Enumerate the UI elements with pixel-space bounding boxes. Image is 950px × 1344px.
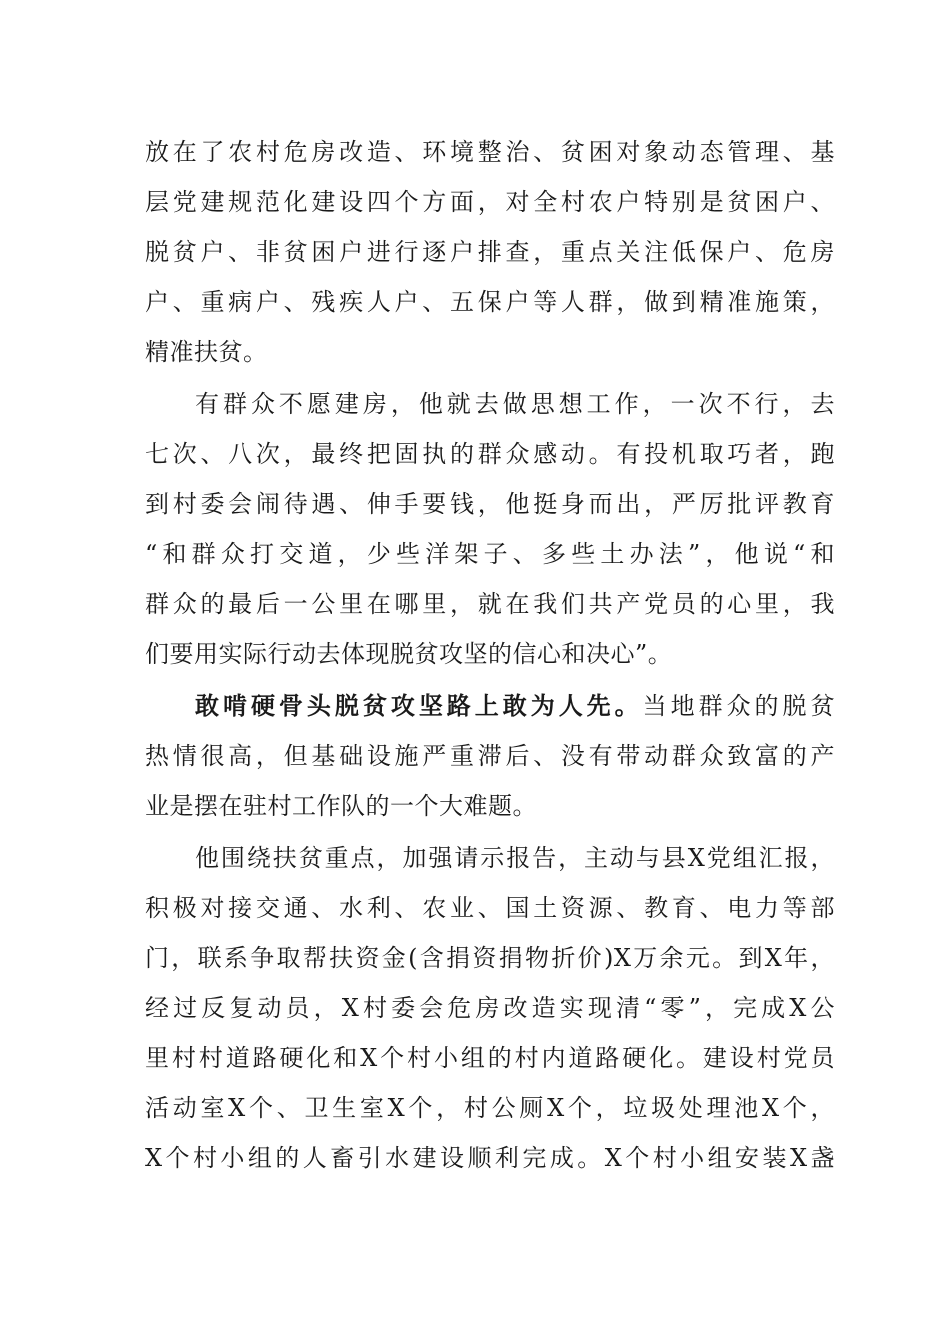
paragraph-2-line-4: “和群众打交道，少些洋架子、多些土办法”，他说“和 (145, 540, 835, 568)
paragraph-2-line-1: 有群众不愿建房，他就去做思想工作，一次不行，去 (195, 390, 835, 418)
paragraph-3-line-2: 热情很高，但基础设施严重滞后、没有带动群众致富的产 (145, 742, 835, 770)
paragraph-4-line-5: 里村村道路硬化和X个村小组的村内道路硬化。建设村党员 (145, 1044, 835, 1072)
paragraph-4-line-2: 积极对接交通、水利、农业、国土资源、教育、电力等部 (145, 894, 835, 922)
paragraph-2-line-6: 们要用实际行动去体现脱贫攻坚的信心和决心”。 (145, 640, 673, 668)
paragraph-4-line-1: 他围绕扶贫重点，加强请示报告，主动与县X党组汇报， (195, 844, 835, 872)
paragraph-4-line-4: 经过反复动员，X村委会危房改造实现清“零”，完成X公 (145, 994, 835, 1022)
paragraph-1-line-2: 层党建规范化建设四个方面，对全村农户特别是贫困户、 (145, 188, 835, 216)
paragraph-4-line-3: 门，联系争取帮扶资金(含捐资捐物折价)X万余元。到X年， (145, 944, 835, 972)
paragraph-4-line-7: X个村小组的人畜引水建设顺利完成。X个村小组安装X盏 (145, 1144, 835, 1172)
paragraph-3-lead-rest: 当地群众的脱贫 (642, 692, 836, 720)
paragraph-2-line-3: 到村委会闹待遇、伸手要钱，他挺身而出，严厉批评教育 (145, 490, 835, 518)
paragraph-3-bold-lead: 敢啃硬骨头脱贫攻坚路上敢为人先。 (195, 691, 643, 720)
paragraph-3-line-3: 业是摆在驻村工作队的一个大难题。 (145, 792, 537, 820)
paragraph-2-line-2: 七次、八次，最终把固执的群众感动。有投机取巧者，跑 (145, 440, 835, 468)
paragraph-1-line-5: 精准扶贫。 (145, 338, 268, 366)
paragraph-1-line-3: 脱贫户、非贫困户进行逐户排查，重点关注低保户、危房 (145, 238, 835, 266)
paragraph-1-line-4: 户、重病户、残疾人户、五保户等人群，做到精准施策， (145, 288, 835, 316)
paragraph-4-line-6: 活动室X个、卫生室X个，村公厕X个，垃圾处理池X个， (145, 1094, 835, 1122)
paragraph-3-line-1 (195, 688, 835, 724)
paragraph-1-line-1: 放在了农村危房改造、环境整治、贫困对象动态管理、基 (145, 138, 835, 166)
paragraph-2-line-5: 群众的最后一公里在哪里，就在我们共产党员的心里，我 (145, 590, 835, 618)
